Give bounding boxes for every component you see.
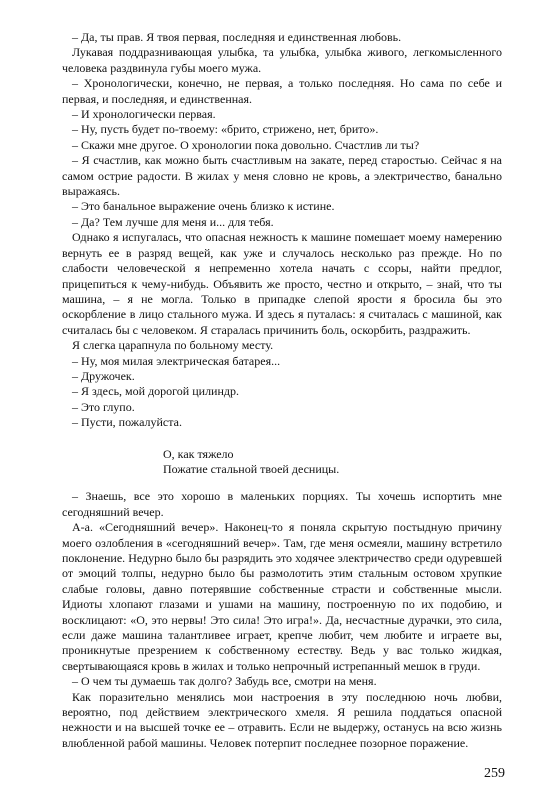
paragraph-18: А-а. «Сегодняшний вечер». Наконец-то я поняла скрытую постыдную причину моего озлобления в «сегодняшний вечер». Там, где меня осмеяли, машину встретило поклонение. Недурно было бы разрядить это ходячее электричество среди одуревшей от эмоций толпы, недурно было бы размолотить этим стальным остовом хрупкие слабые головы, давно потерявшие собственные страсти и собственные мысли. Идиоты хлопают глазами и ушами на машину, построенную по их подобию, и восклицают: «О, это нервы! Это сила! Это игра!». Да, несчастные дурачки, это сила, если даже машина талантливее играет, крепче любит, чем любите и играете вы, проникнутые презрением к собственному естеству. Ведь у вас только жидкая, свертывающаяся кровь в жилах и только непрочный истрепанный мешок в груди. [62, 520, 502, 673]
paragraph-6: – Скажи мне другое. О хронологии пока довольно. Счастлив ли ты? [72, 137, 420, 152]
verse-line-2: Пожатие стальной твоей десницы. [163, 461, 340, 476]
page-number: 259 [484, 766, 505, 781]
paragraph-2: Лукавая поддразнивающая улыбка, та улыбка, улыбка живого, легкомысленного человека раздвинула губы моего мужа. [62, 45, 502, 75]
paragraph-7: – Я счастлив, как можно быть счастливым на закате, перед старостью. Сейчас я на самом острие радости. В жилах у меня словно не кровь, а электричество, банально выражаясь. [62, 153, 502, 199]
verse-quote [163, 447, 502, 478]
paragraph-11: Я слегка царапнула по больному месту. [72, 338, 274, 353]
paragraph-5: – Ну, пусть будет по-твоему: «брито, стрижено, нет, брито». [72, 122, 379, 137]
verse-line-1: О, как тяжело [163, 446, 234, 461]
paragraph-13: – Дружочек. [72, 368, 135, 383]
paragraph-12: – Ну, моя милая электрическая батарея... [72, 353, 281, 368]
body-text [62, 30, 502, 751]
paragraph-8: – Это банальное выражение очень близко к истине. [72, 199, 335, 214]
paragraph-14: – Я здесь, мой дорогой цилиндр. [72, 384, 240, 399]
paragraph-17: – Знаешь, все это хорошо в маленьких порциях. Ты хочешь испортить мне сегодняшний вечер. [62, 489, 502, 519]
paragraph-9: – Да? Тем лучше для меня и... для тебя. [72, 214, 274, 229]
paragraph-4: – И хронологически первая. [72, 107, 216, 122]
paragraph-1: – Да, ты прав. Я твоя первая, последняя и единственная любовь. [72, 30, 402, 44]
paragraph-16: – Пусти, пожалуйста. [72, 415, 182, 430]
paragraph-20: Как поразительно менялись мои настроения в эту последнюю ночь любви, вероятно, под действием электрического хмеля. Я решила поддаться опасной нежности и на высшей точке ее – отравить. Если не выдержу, останусь на всю жизнь влюбленной рабой машины. Человек потерпит последнее позорное поражение. [62, 689, 502, 750]
paragraph-3: – Хронологически, конечно, не первая, а только последняя. Но сама по себе и первая, и последняя, и единственная. [62, 76, 502, 106]
paragraph-19: – О чем ты думаешь так долго? Забудь все, смотри на меня. [72, 674, 377, 689]
paragraph-15: – Это глупо. [72, 399, 135, 414]
paragraph-10: Однако я испугалась, что опасная нежность к машине помешает моему намерению вернуть ее в разряд вещей, как уже и случалось несколько раз прежде. Но по слабости человеческой я непременно хотела начать с ссоры, найти предлог, прицепиться к чему-нибудь. Объявить же просто, честно и открыто, – знай, что ты машина, – я не могла. Только в припадке слепой ярости я бросила бы это оскорбление в лицо стального мужа. И здесь я путалась: я считалась с машиной, как считалась бы с человеком. Я старалась причинить боль, оскорбить, раздражить. [62, 230, 502, 337]
